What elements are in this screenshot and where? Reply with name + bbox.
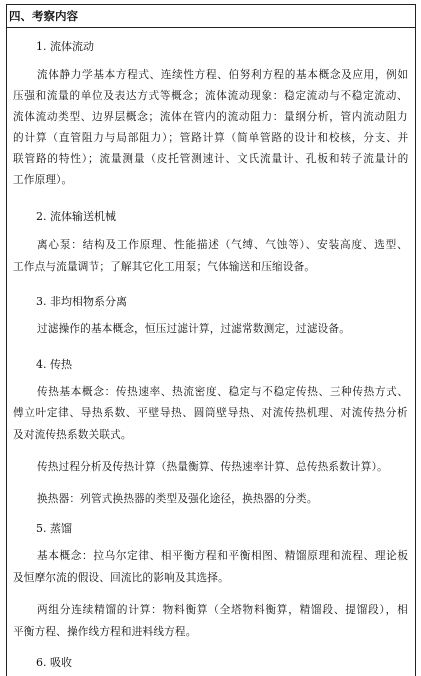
- text-line: 流体静力学基本方程式、连续性方程、伯努利方程的基本概念及应用，例如: [37, 69, 409, 81]
- text-line: 联管路的特性）；流量测量（皮托管测速计、文氏流量计、孔板和转子流量计的: [13, 153, 410, 165]
- text-line: 传热基本概念：传热速率、热流密度、稳定与不稳定传热、三种传热方式、: [37, 386, 409, 398]
- section-heading-fluid-flow: 1. 流体流动: [36, 40, 94, 53]
- text-line: 流体流动类型、边界层概念；流体在管内的流动阻力：量纲分析，管内流动阻力: [13, 111, 409, 123]
- text-line: 及恒摩尔流的假设、回流比的影响及其选择。: [13, 572, 229, 584]
- text-line: 传热过程分析及传热计算（热量衡算、传热速率计算、总传热系数计算）。: [37, 461, 388, 473]
- text-line: 平衡方程、操作线方程和进料线方程。: [13, 626, 197, 638]
- header-divider: [6, 27, 416, 28]
- table-top-border: [6, 4, 416, 5]
- section-heading-fluid-machinery: 2. 流体输送机械: [36, 210, 116, 223]
- text-line: 离心泵：结构及工作原理、性能描述（气缚、气蚀等）、安装高度、选型、: [37, 239, 409, 251]
- section-heading-absorption: 6. 吸收: [36, 656, 72, 669]
- section-heading-distillation: 5. 蒸馏: [36, 522, 72, 535]
- text-line: 压强和流量的单位及表达方式等概念；流体流动现象：稳定流动与不稳定流动、: [13, 90, 409, 102]
- text-line: 的计算（直管阻力与局部阻力）；管路计算（简单管路的设计和校核，分支、并: [13, 132, 410, 144]
- text-line: 傅立叶定律、导热系数、平壁导热、圆筒壁导热、对流传热机理、对流传热分析: [13, 407, 409, 419]
- text-line: 及对流传热系数关联式。: [13, 429, 132, 441]
- section-header: 四、考察内容: [9, 9, 78, 23]
- section-heading-heat-transfer: 4. 传热: [36, 358, 72, 371]
- section-heading-separation: 3. 非均相物系分离: [36, 295, 127, 308]
- text-line: 工作点与流量调节；了解其它化工用泵；气体输送和压缩设备。: [13, 261, 316, 273]
- text-line: 基本概念：拉乌尔定律、相平衡方程和平衡相图、精馏原理和流程、理论板: [37, 550, 409, 562]
- text-line: 工作原理）。: [13, 174, 73, 186]
- text-line: 过滤操作的基本概念，恒压过滤计算，过滤常数测定，过滤设备。: [37, 323, 351, 335]
- text-line: 两组分连续精馏的计算：物料衡算（全塔物料衡算，精馏段、提馏段），相: [37, 604, 409, 616]
- table-left-border: [6, 4, 7, 676]
- table-right-border: [415, 4, 416, 676]
- text-line: 换热器：列管式换热器的类型及强化途径，换热器的分类。: [37, 493, 318, 505]
